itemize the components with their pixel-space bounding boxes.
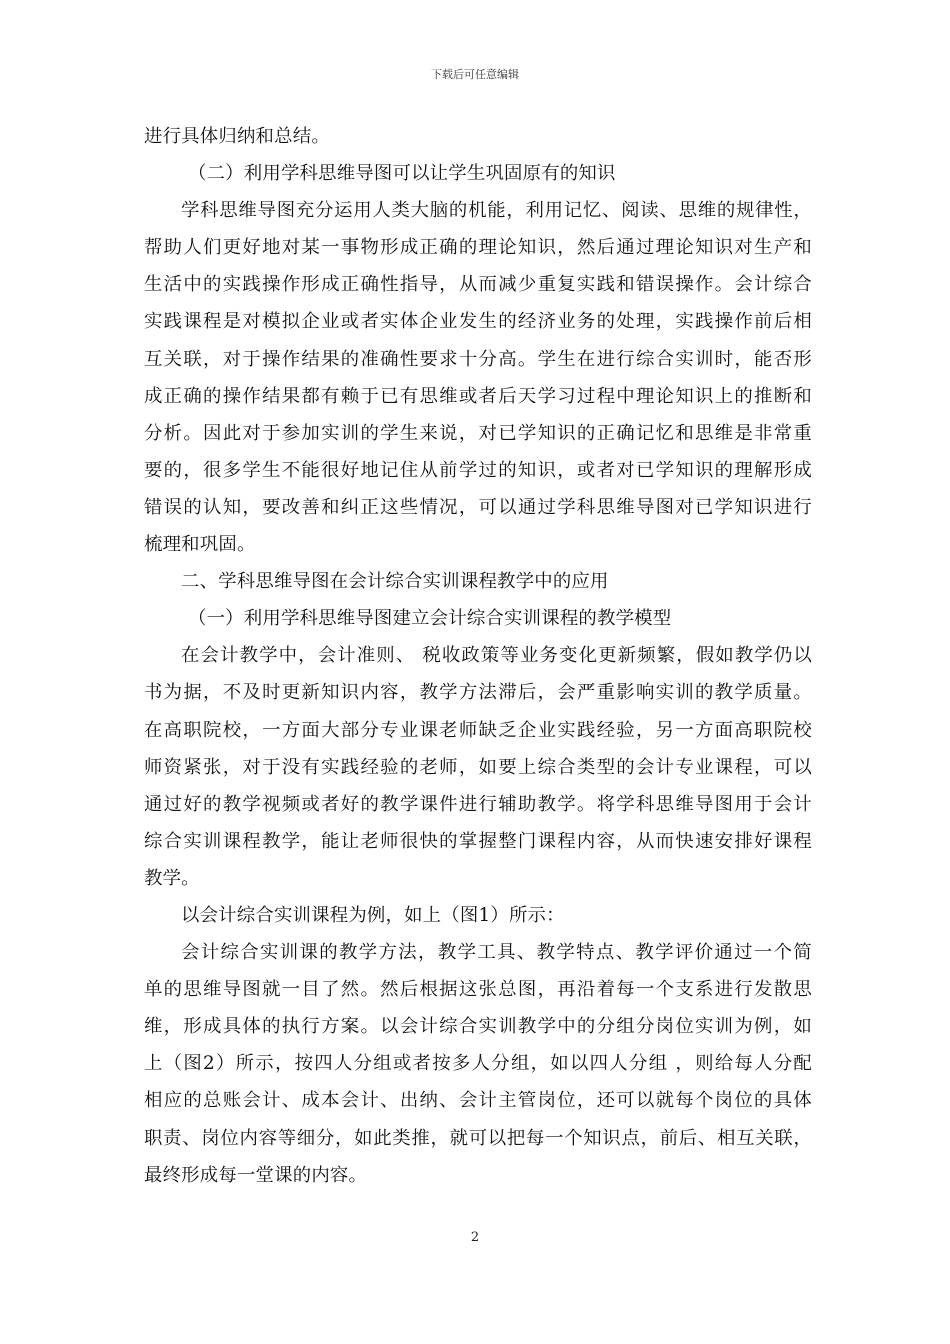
paragraph-line: 相应的总账会计、成本会计、出纳、会计主管岗位，还可以就每个岗位的具体 [144,1090,812,1112]
paragraph-line: 错误的认知，要改善和纠正这些情况，可以通过学科思维导图对已学知识进行 [144,496,812,518]
paragraph-line: 生活中的实践操作形成正确性指导，从而减少重复实践和错误操作。会计综合 [144,274,812,296]
paragraph-line: 进行具体归纳和总结。 [144,126,330,147]
paragraph-line: 要的，很多学生不能很好地记住从前学过的知识，或者对已学知识的理解形成 [144,459,812,481]
paragraph-line: 维，形成具体的执行方案。以会计综合实训教学中的分组分岗位实训为例，如 [144,1016,812,1038]
paragraph-line: 职责、岗位内容等细分，如此类推，就可以把每一个知识点，前后、相互关联， [144,1127,812,1149]
paragraph-line: 会计综合实训课的教学方法，教学工具、教学特点、教学评价通过一个简 [181,942,812,964]
paragraph-line: 互关联，对于操作结果的准确性要求十分高。学生在进行综合实训时，能否形 [144,348,812,370]
paragraph-line: 梳理和巩固。 [144,534,256,556]
paragraph-line: 学科思维导图充分运用人类大脑的机能，利用记忆、阅读、思维的规律性， [181,200,812,222]
paragraph-line: 以会计综合实训课程为例，如上（图1）所示： [181,904,565,926]
paragraph-line: 教学。 [144,867,200,889]
paragraph-line: 分析。因此对于参加实训的学生来说，对已学知识的正确记忆和思维是非常重 [144,422,812,444]
paragraph-line: 成正确的操作结果都有赖于已有思维或者后天学习过程中理论知识上的推断和 [144,385,812,407]
page-header: 下载后可任意编辑 [431,68,519,81]
paragraph-line: 实践课程是对模拟企业或者实体企业发生的经济业务的处理，实践操作前后相 [144,311,812,333]
body-text [144,118,812,1194]
paragraph-line: 书为据，不及时更新知识内容，教学方法滞后，会严重影响实训的教学质量。 [144,682,812,704]
paragraph-line: 师资紧张，对于没有实践经验的老师，如要上综合类型的会计专业课程，可以 [144,756,812,778]
paragraph-line: 单的思维导图就一目了然。然后根据这张总图，再沿着每一个支系进行发散思 [144,979,812,1001]
paragraph-line: 帮助人们更好地对某一事物形成正确的理论知识，然后通过理论知识对生产和 [144,237,812,259]
page-number: 2 [470,1230,480,1245]
paragraph-line: 综合实训课程教学，能让老师很快的掌握整门课程内容，从而快速安排好课程 [144,830,812,852]
section-heading: 二、学科思维导图在会计综合实训课程教学中的应用 [181,571,609,593]
paragraph-line: 在高职院校，一方面大部分专业课老师缺乏企业实践经验，另一方面高职院校 [144,719,812,741]
paragraph-line: 上（图2）所示，按四人分组或者按多人分组，如以四人分组 ，则给每人分配 [144,1053,812,1075]
section-heading: （二）利用学科思维导图可以让学生巩固原有的知识 [188,163,616,185]
paragraph-line: 最终形成每一堂课的内容。 [144,1164,368,1186]
paragraph-line: 在会计教学中，会计准则、 税收政策等业务变化更新频繁，假如教学仍以 [181,645,812,667]
paragraph-line: 通过好的教学视频或者好的教学课件进行辅助教学。将学科思维导图用于会计 [144,793,812,815]
section-heading: （一）利用学科思维导图建立会计综合实训课程的教学模型 [188,608,672,630]
